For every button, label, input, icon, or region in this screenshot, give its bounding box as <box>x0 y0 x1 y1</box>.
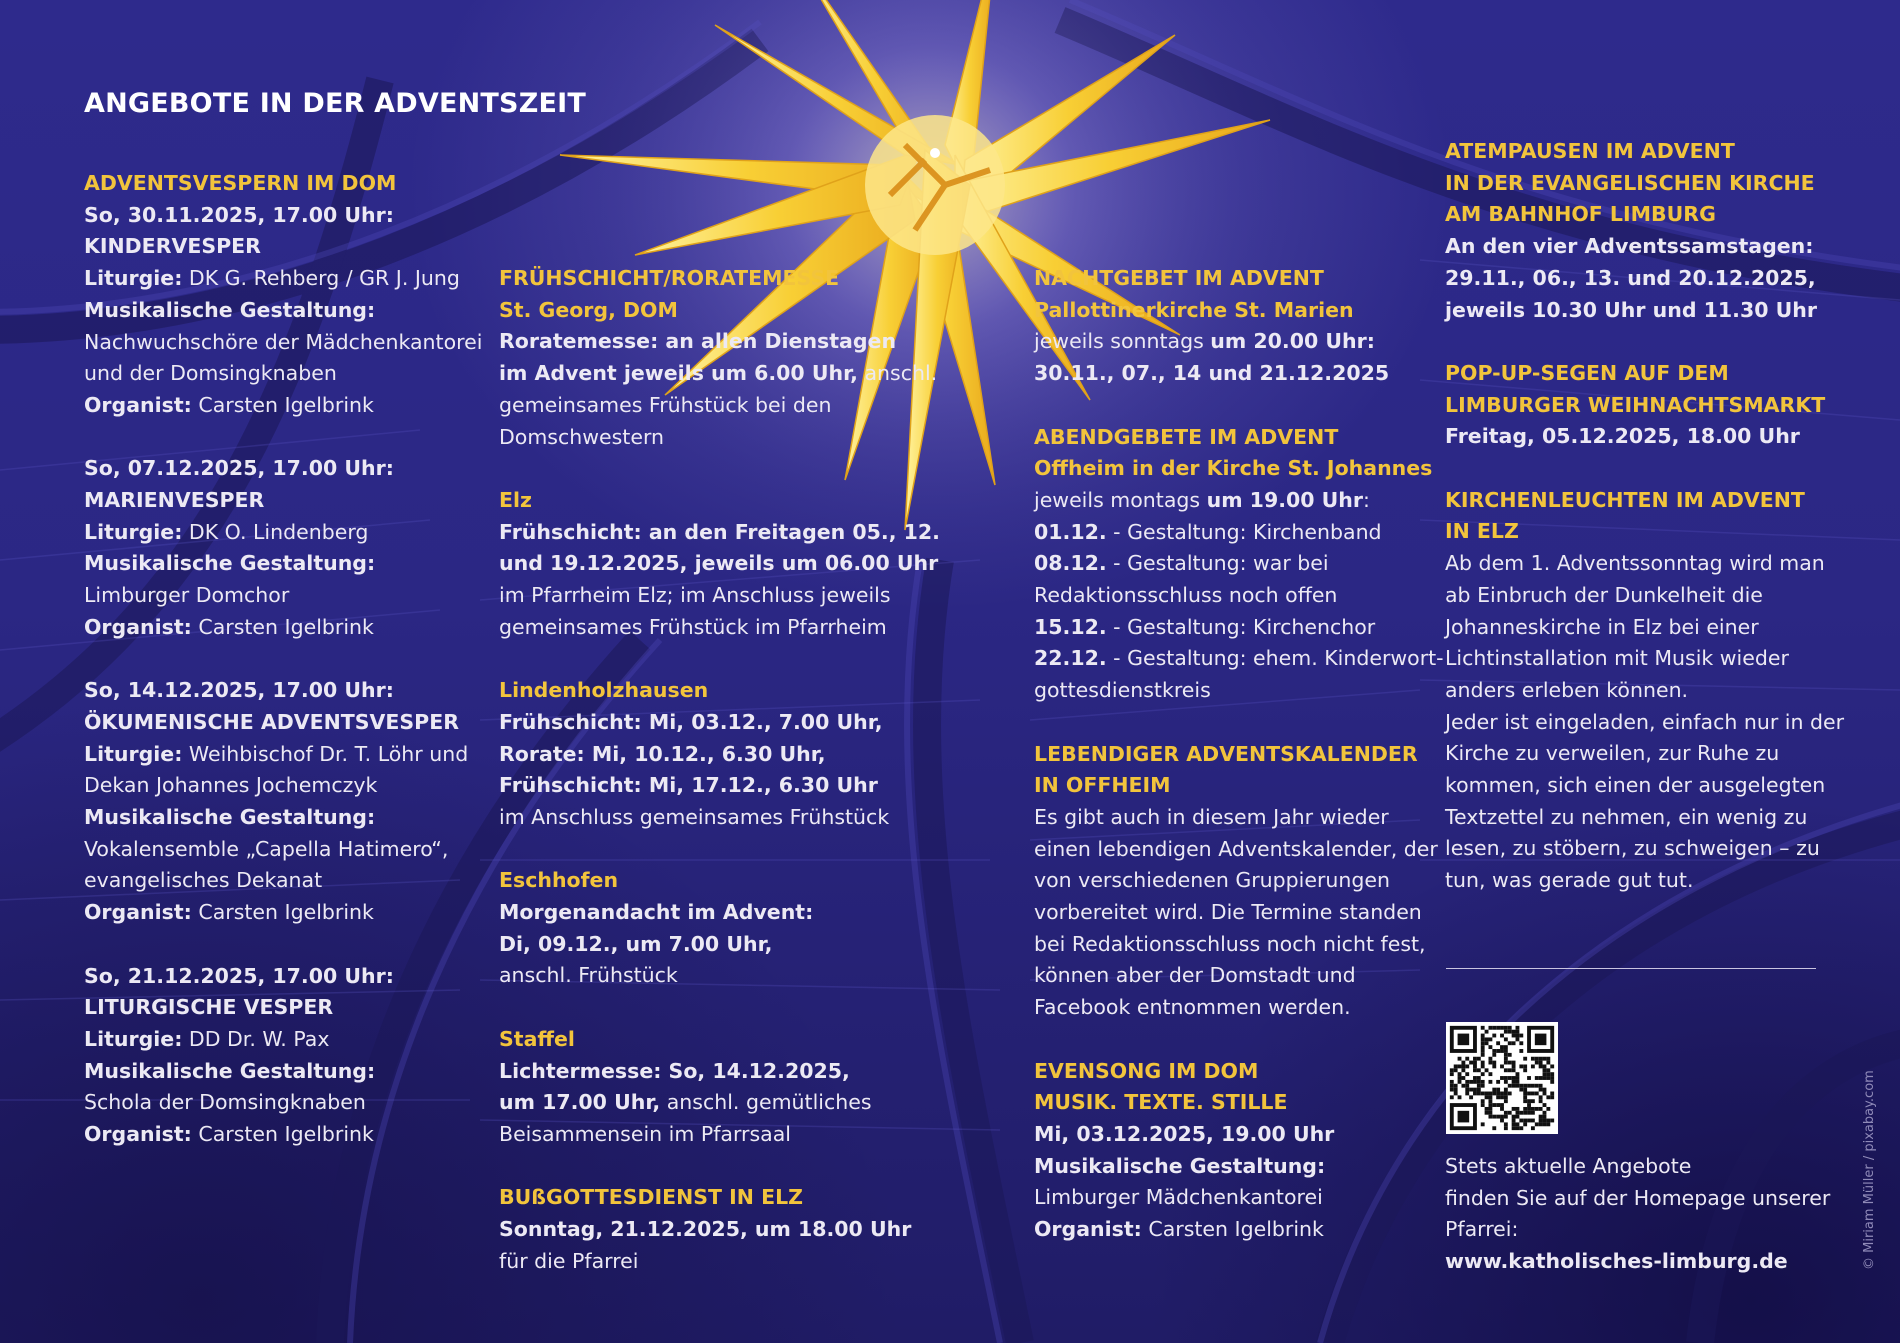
bold-text: MARIENVESPER <box>84 488 265 513</box>
body-text: Carsten Igelbrink <box>191 1122 374 1147</box>
text-line <box>84 485 484 517</box>
spacer <box>1445 453 1865 485</box>
body-text: Textzettel zu nehmen, ein wenig zu <box>1445 804 1808 829</box>
bold-text: ÖKUMENISCHE ADVENTSVESPER <box>84 709 459 734</box>
text-line <box>1445 136 1865 168</box>
body-text: anschl. gemütliches <box>660 1090 872 1115</box>
section-heading: LEBENDIGER ADVENTSKALENDER <box>1034 741 1418 766</box>
bold-text: Musikalische Gestaltung: <box>84 297 376 322</box>
bold-text: Organist: <box>84 1122 192 1147</box>
text-line <box>84 200 484 232</box>
bold-text: Organist: <box>1034 1217 1142 1242</box>
body-text: jeweils sonntags <box>1034 329 1211 354</box>
body-text: - Gestaltung: ehem. Kinderwort- <box>1106 646 1444 671</box>
text-line <box>1445 1183 1865 1215</box>
text-line <box>1034 295 1434 327</box>
bold-text: 15.12. <box>1034 614 1107 639</box>
bold-text: An den vier Adventssamstagen: <box>1445 234 1814 259</box>
bold-text: Liturgie: <box>84 1026 183 1051</box>
divider-line <box>1446 968 1816 969</box>
section-heading: St. Georg, DOM <box>499 297 678 322</box>
text-line <box>1034 612 1434 644</box>
bold-text: Rorate: Mi, 10.12., 6.30 Uhr, <box>499 741 826 766</box>
body-text: evangelisches Dekanat <box>84 868 323 893</box>
bold-text: www.katholisches-limburg.de <box>1445 1249 1788 1274</box>
body-text: - Gestaltung: Kirchenband <box>1106 519 1382 544</box>
body-text: von verschiedenen Gruppierungen <box>1034 868 1391 893</box>
text-line <box>1445 675 1865 707</box>
body-text: können aber der Domstadt und <box>1034 963 1356 988</box>
text-line <box>84 231 484 263</box>
column-nachtgebet <box>1034 263 1444 1246</box>
spacer <box>1034 1024 1434 1056</box>
body-text: Dekan Johannes Jochemczyk <box>84 773 378 798</box>
bold-text: Mi, 03.12.2025, 19.00 Uhr <box>1034 1121 1335 1146</box>
section-heading: POP-UP-SEGEN AUF DEM <box>1445 360 1729 385</box>
text-line <box>84 675 484 707</box>
body-text: Weihbischof Dr. T. Löhr und <box>182 741 469 766</box>
text-line <box>1034 1214 1434 1246</box>
body-text: Carsten Igelbrink <box>191 392 374 417</box>
text-line <box>1034 865 1434 897</box>
section-heading: ABENDGEBETE IM ADVENT <box>1034 424 1339 449</box>
qr-code-icon[interactable] <box>1446 1022 1558 1134</box>
text-line <box>1445 833 1865 865</box>
bold-text: Musikalische Gestaltung: <box>84 551 376 576</box>
section-heading: Eschhofen <box>499 868 619 893</box>
section-heading: LIMBURGER WEIHNACHTSMARKT <box>1445 392 1826 417</box>
bold-text: 01.12. <box>1034 519 1107 544</box>
text-line <box>84 1024 484 1056</box>
bold-text: Organist: <box>84 900 192 925</box>
section-heading: ATEMPAUSEN IM ADVENT <box>1445 139 1735 163</box>
text-line <box>499 770 899 802</box>
text-line <box>84 390 484 422</box>
text-line <box>1034 358 1434 390</box>
text-line <box>1445 390 1865 422</box>
section-heading: AM BAHNHOF LIMBURG <box>1445 202 1716 227</box>
bold-text: Musikalische Gestaltung: <box>84 1058 376 1083</box>
bold-text: um 17.00 Uhr, <box>499 1090 661 1115</box>
text-line <box>499 485 899 517</box>
text-line <box>499 1214 912 1246</box>
section-heading: NACHTGEBET IM ADVENT <box>1034 266 1324 290</box>
section-heading: ADVENTSVESPERN IM DOM <box>84 171 397 195</box>
bold-text: im Advent jeweils um 6.00 Uhr, <box>499 361 858 386</box>
text-line <box>499 1087 899 1119</box>
text-line <box>1034 992 1434 1024</box>
text-line <box>84 992 484 1024</box>
spacer <box>84 929 484 961</box>
body-text: vorbereitet wird. Die Termine standen <box>1034 900 1422 925</box>
text-line <box>499 960 899 992</box>
text-line <box>499 865 899 897</box>
body-text: im Pfarrheim Elz; im Anschluss jeweils <box>499 583 891 608</box>
bold-text: So, 21.12.2025, 17.00 Uhr: <box>84 963 394 988</box>
text-line <box>1034 675 1434 707</box>
section-heading: MUSIK. TEXTE. STILLE <box>1034 1090 1288 1115</box>
text-line <box>1034 802 1434 834</box>
text-line <box>84 168 484 200</box>
body-text: tun, was gerade gut tut. <box>1445 868 1694 893</box>
text-line <box>499 675 899 707</box>
bold-text: Musikalische Gestaltung: <box>1034 1153 1326 1178</box>
column-dom <box>84 168 484 1151</box>
bold-text: jeweils 10.30 Uhr und 11.30 Uhr <box>1445 297 1817 322</box>
text-line <box>1445 516 1865 548</box>
text-line <box>1445 358 1865 390</box>
text-line <box>1034 580 1434 612</box>
text-line <box>1034 326 1434 358</box>
text-line <box>499 739 899 771</box>
bold-text: Frühschicht: Mi, 03.12., 7.00 Uhr, <box>499 709 883 734</box>
text-line <box>84 834 484 866</box>
text-line <box>499 802 899 834</box>
body-text: für die Pfarrei <box>499 1248 639 1273</box>
section-heading: IN DER EVANGELISCHEN KIRCHE <box>1445 170 1815 195</box>
bold-text: Roratemesse: an allen Dienstagen <box>499 329 897 354</box>
bold-text: Liturgie: <box>84 741 183 766</box>
bold-text: Lichtermesse: So, 14.12.2025, <box>499 1058 850 1083</box>
bold-text: 30.11., 07., 14 und 21.12.2025 <box>1034 361 1390 386</box>
spacer <box>1445 326 1865 358</box>
body-text: gemeinsames Frühstück bei den <box>499 392 832 417</box>
spacer <box>1034 707 1434 739</box>
spacer <box>499 453 899 485</box>
body-text: Es gibt auch in diesem Jahr wieder <box>1034 804 1389 829</box>
bold-text: So, 14.12.2025, 17.00 Uhr: <box>84 678 394 703</box>
text-line <box>499 707 899 739</box>
spacer <box>499 1151 899 1183</box>
body-text: - Gestaltung: Kirchenchor <box>1106 614 1376 639</box>
body-text: DK G. Rehberg / GR J. Jung <box>182 266 460 291</box>
text-line <box>1445 199 1865 231</box>
text-line <box>1445 1246 1865 1278</box>
text-line <box>1445 421 1865 453</box>
spacer <box>1034 390 1434 422</box>
body-text: Stets aktuelle Angebote <box>1445 1154 1692 1178</box>
text-line <box>499 897 899 929</box>
body-text: Vokalensemble „Capella Hatimero“, <box>84 836 449 861</box>
text-line <box>1034 1087 1434 1119</box>
section-heading: Offheim in der Kirche St. Johannes <box>1034 456 1433 481</box>
bold-text: Frühschicht: an den Freitagen 05., 12. <box>499 519 940 544</box>
text-line <box>1445 1214 1865 1246</box>
text-line <box>1445 802 1865 834</box>
text-line <box>1445 295 1865 327</box>
body-text: finden Sie auf der Homepage unserer <box>1445 1185 1831 1210</box>
spacer <box>499 643 899 675</box>
text-line <box>84 739 484 771</box>
body-text: Redaktionsschluss noch offen <box>1034 583 1338 608</box>
body-text: bei Redaktionsschluss noch nicht fest, <box>1034 931 1426 956</box>
text-line <box>84 453 484 485</box>
body-text: Carsten Igelbrink <box>191 614 374 639</box>
text-line <box>1034 1056 1434 1088</box>
spacer <box>84 422 484 454</box>
section-heading: BUßGOTTESDIENST IN ELZ <box>499 1185 804 1210</box>
text-line <box>84 1056 484 1088</box>
body-text: gemeinsames Frühstück im Pfarrheim <box>499 614 887 639</box>
text-line <box>84 770 484 802</box>
body-text: gottesdienstkreis <box>1034 678 1211 703</box>
text-line <box>1445 580 1865 612</box>
bold-text: Liturgie: <box>84 266 183 291</box>
text-line <box>1445 548 1865 580</box>
bold-text: 08.12. <box>1034 551 1107 576</box>
bold-text: Musikalische Gestaltung: <box>84 805 376 830</box>
bold-text: Liturgie: <box>84 519 183 544</box>
text-line <box>1445 231 1865 263</box>
page-title: ANGEBOTE IN DER ADVENTSZEIT <box>84 88 586 119</box>
body-text: DD Dr. W. Pax <box>182 1026 330 1051</box>
homepage-note <box>1445 1151 1865 1278</box>
text-line <box>84 517 484 549</box>
body-text: Limburger Mädchenkantorei <box>1034 1185 1323 1210</box>
bold-text: um 20.00 Uhr: <box>1210 329 1375 354</box>
body-text: kommen, sich einen der ausgelegten <box>1445 773 1826 798</box>
body-text: Kirche zu verweilen, zur Ruhe zu <box>1445 741 1780 766</box>
body-text: Ab dem 1. Adventssonntag wird man <box>1445 551 1825 576</box>
body-text: Limburger Domchor <box>84 583 290 608</box>
body-text: einen lebendigen Adventskalender, der <box>1034 836 1438 861</box>
text-line <box>499 263 899 295</box>
section-heading: IN OFFHEIM <box>1034 773 1171 798</box>
text-line <box>499 390 899 422</box>
body-text: Carsten Igelbrink <box>1141 1217 1324 1242</box>
body-text: : <box>1363 487 1370 512</box>
text-line <box>84 295 484 327</box>
bold-text: KINDERVESPER <box>84 234 261 259</box>
bold-text: So, 07.12.2025, 17.00 Uhr: <box>84 456 394 481</box>
body-text: Domschwestern <box>499 424 665 449</box>
text-line <box>84 802 484 834</box>
bold-text: und 19.12.2025, jeweils um 06.00 Uhr <box>499 551 939 576</box>
text-line <box>499 1119 899 1151</box>
body-text: lesen, zu stöbern, zu schweigen – zu <box>1445 836 1820 861</box>
text-line <box>84 961 484 993</box>
body-text: anschl. Frühstück <box>499 963 678 988</box>
text-line <box>1034 739 1434 771</box>
bold-text: LITURGISCHE VESPER <box>84 995 334 1020</box>
body-text: anschl. <box>857 361 938 386</box>
bold-text: Freitag, 05.12.2025, 18.00 Uhr <box>1445 424 1800 449</box>
text-line <box>499 580 899 612</box>
text-line <box>499 929 899 961</box>
text-line <box>1034 834 1438 866</box>
bold-text: Di, 09.12., um 7.00 Uhr, <box>499 931 773 956</box>
bold-text: Organist: <box>84 614 192 639</box>
text-line <box>1034 643 1444 675</box>
body-text: - Gestaltung: war bei <box>1106 551 1329 576</box>
text-line <box>1034 897 1434 929</box>
text-line <box>1034 485 1434 517</box>
section-heading: IN ELZ <box>1445 519 1519 544</box>
column-fruehschicht <box>499 263 940 1277</box>
text-line <box>499 295 899 327</box>
text-line <box>1034 263 1434 295</box>
text-line <box>84 358 484 390</box>
photo-credit: © Miriam Müller / pixabay.com <box>1862 1070 1877 1270</box>
section-heading: Pallottinerkirche St. Marien <box>1034 297 1354 322</box>
text-line <box>1445 612 1865 644</box>
spacer <box>499 834 899 866</box>
text-line <box>499 612 899 644</box>
text-line <box>499 326 899 358</box>
text-line <box>84 580 484 612</box>
text-line <box>1034 453 1434 485</box>
bold-text: 29.11., 06., 13. und 20.12.2025, <box>1445 265 1816 290</box>
text-line <box>1445 738 1865 770</box>
text-line <box>499 1024 899 1056</box>
text-line <box>499 358 938 390</box>
text-line <box>84 263 484 295</box>
spacer <box>499 992 899 1024</box>
section-heading: Lindenholzhausen <box>499 678 709 703</box>
body-text: ab Einbruch der Dunkelheit die <box>1445 582 1763 607</box>
text-line <box>84 1087 484 1119</box>
text-line <box>84 1119 484 1151</box>
text-line <box>84 707 484 739</box>
text-line <box>499 1246 899 1278</box>
text-line <box>84 612 484 644</box>
text-line <box>1034 1182 1434 1214</box>
text-line <box>1445 263 1865 295</box>
text-line <box>499 1056 899 1088</box>
column-atempausen <box>1445 136 1865 897</box>
text-line <box>499 1182 899 1214</box>
body-text: Pfarrei: <box>1445 1217 1519 1242</box>
text-line <box>1034 1151 1434 1183</box>
text-line <box>499 548 939 580</box>
bold-text: Organist: <box>84 392 192 417</box>
section-heading: Staffel <box>499 1026 575 1051</box>
text-line <box>1034 1119 1434 1151</box>
text-line <box>1445 865 1865 897</box>
body-text: Schola der Domsingknaben <box>84 1090 366 1115</box>
text-line <box>1034 548 1434 580</box>
body-text: Jeder ist eingeladen, einfach nur in der <box>1445 709 1845 734</box>
text-line <box>84 897 484 929</box>
bold-text: um 19.00 Uhr <box>1206 487 1364 512</box>
text-line <box>1034 517 1434 549</box>
body-text: Nachwuchschöre der Mädchenkantorei <box>84 329 483 354</box>
body-text: und der Domsingknaben <box>84 361 337 386</box>
text-line <box>1445 168 1865 200</box>
body-text: Facebook entnommen werden. <box>1034 995 1351 1020</box>
text-line <box>84 327 484 359</box>
body-text: Johanneskirche in Elz bei einer <box>1445 614 1759 639</box>
bold-text: 22.12. <box>1034 646 1107 671</box>
bold-text: Sonntag, 21.12.2025, um 18.00 Uhr <box>499 1217 912 1242</box>
text-line <box>499 517 940 549</box>
text-line <box>84 548 484 580</box>
text-line <box>1034 929 1434 961</box>
text-line <box>84 865 484 897</box>
text-line <box>1034 960 1434 992</box>
section-heading: EVENSONG IM DOM <box>1034 1058 1259 1083</box>
section-heading: FRÜHSCHICHT/RORATEMESSE <box>499 266 840 290</box>
body-text: Beisammensein im Pfarrsaal <box>499 1121 791 1146</box>
text-line <box>499 422 899 454</box>
text-line <box>1445 643 1865 675</box>
text-line <box>1034 770 1434 802</box>
body-text: Carsten Igelbrink <box>191 900 374 925</box>
spacer <box>84 644 484 676</box>
text-line <box>1445 707 1865 739</box>
body-text: jeweils montags <box>1034 487 1207 512</box>
body-text: im Anschluss gemeinsames Frühstück <box>499 804 890 829</box>
text-line <box>1034 422 1434 454</box>
bold-text: So, 30.11.2025, 17.00 Uhr: <box>84 202 394 227</box>
body-text: DK O. Lindenberg <box>182 519 369 544</box>
text-line <box>1445 770 1865 802</box>
body-text: Lichtinstallation mit Musik wieder <box>1445 646 1789 671</box>
bold-text: Frühschicht: Mi, 17.12., 6.30 Uhr <box>499 773 878 798</box>
text-line <box>1445 1151 1865 1183</box>
bold-text: Morgenandacht im Advent: <box>499 900 814 925</box>
section-heading: Elz <box>499 487 532 512</box>
section-heading: KIRCHENLEUCHTEN IM ADVENT <box>1445 487 1805 512</box>
body-text: anders erleben können. <box>1445 677 1689 702</box>
text-line <box>1445 485 1865 517</box>
